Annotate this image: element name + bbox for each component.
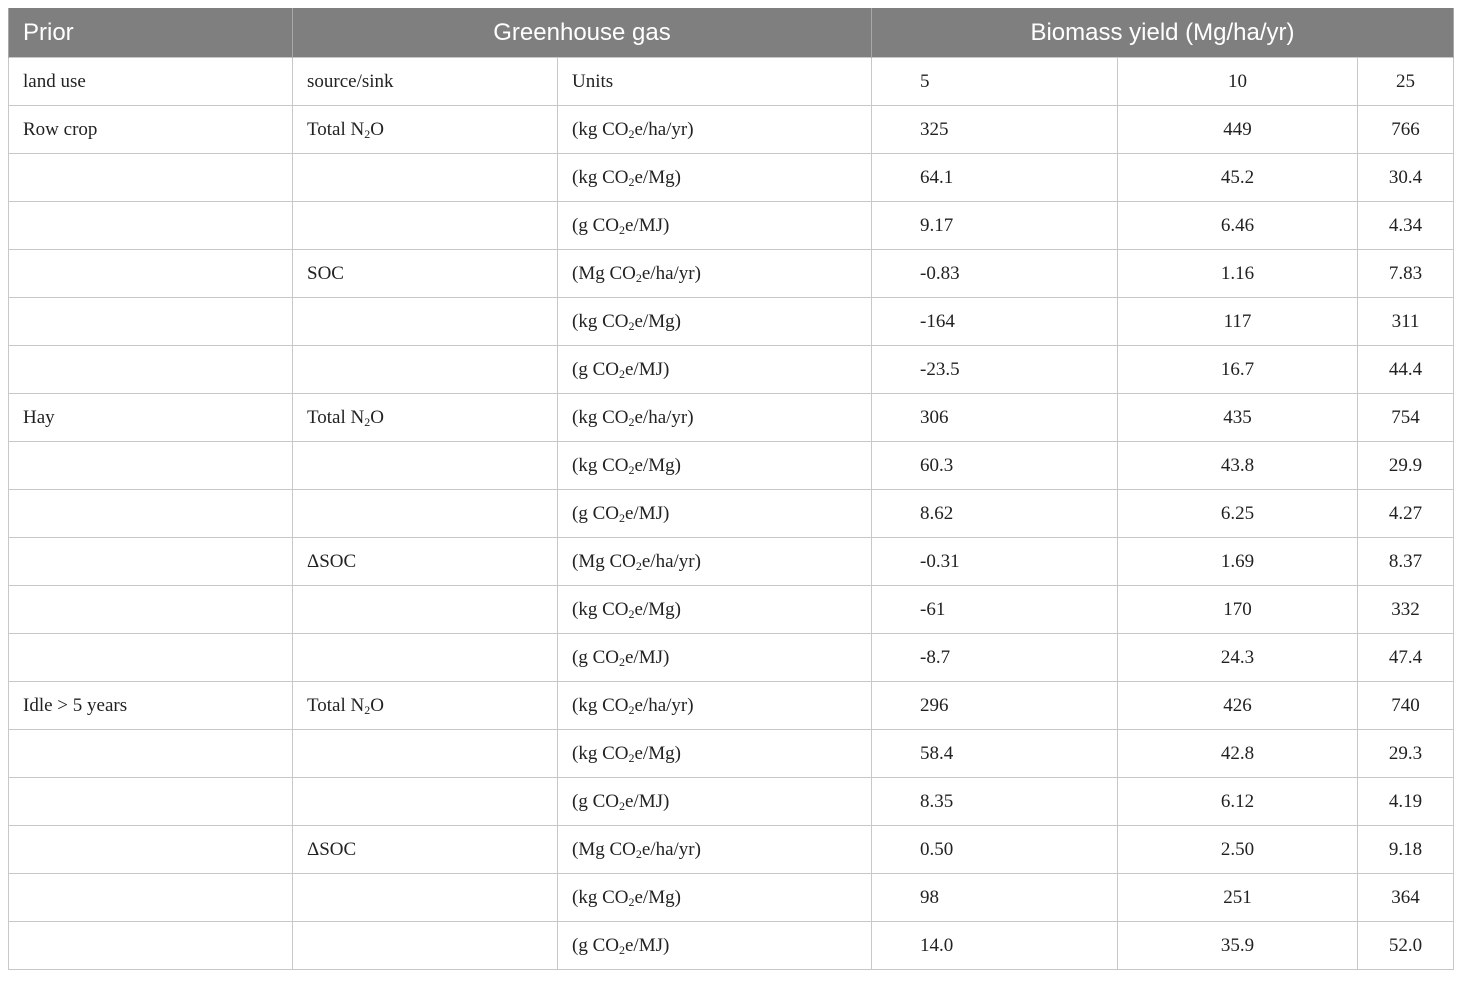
cell-yield-25: 4.34: [1358, 202, 1454, 250]
cell-yield-5: 98: [872, 874, 1118, 922]
subheader-yield-10: 10: [1118, 58, 1358, 106]
cell-source-sink: Total $N_2O$: [293, 682, 558, 730]
header-biomass-yield: Biomass yield (Mg/ha/yr): [872, 8, 1454, 58]
cell-source-sink: [293, 298, 558, 346]
cell-yield-25: 332: [1358, 586, 1454, 634]
cell-source-sink: Total $N_2O$: [293, 394, 558, 442]
cell-units: (g $CO_2e/MJ$): [558, 922, 872, 970]
cell-units: (Mg $CO_2e/ha/yr$): [558, 826, 872, 874]
cell-source-sink: [293, 634, 558, 682]
cell-source-sink: Total $N_2O$: [293, 106, 558, 154]
cell-yield-5: 296: [872, 682, 1118, 730]
cell-yield-10: 426: [1118, 682, 1358, 730]
cell-land-use: [9, 202, 293, 250]
cell-land-use: [9, 154, 293, 202]
table-row: [9, 442, 1454, 490]
table-row: [9, 298, 1454, 346]
cell-yield-25: 4.19: [1358, 778, 1454, 826]
cell-yield-10: 170: [1118, 586, 1358, 634]
cell-source-sink: [293, 874, 558, 922]
cell-yield-10: 42.8: [1118, 730, 1358, 778]
cell-yield-10: 117: [1118, 298, 1358, 346]
cell-source-sink: [293, 154, 558, 202]
subheader-yield-5: 5: [872, 58, 1118, 106]
table-row: [9, 730, 1454, 778]
ghg-table: [8, 8, 1454, 970]
cell-yield-10: 6.12: [1118, 778, 1358, 826]
cell-yield-10: 45.2: [1118, 154, 1358, 202]
cell-yield-25: 52.0: [1358, 922, 1454, 970]
cell-yield-10: 6.25: [1118, 490, 1358, 538]
cell-land-use: [9, 874, 293, 922]
cell-yield-10: 251: [1118, 874, 1358, 922]
header-prior: Prior: [9, 8, 293, 58]
cell-yield-25: 311: [1358, 298, 1454, 346]
cell-yield-5: -0.83: [872, 250, 1118, 298]
cell-yield-25: 7.83: [1358, 250, 1454, 298]
table-row: [9, 346, 1454, 394]
cell-units: (g $CO_2e/MJ$): [558, 346, 872, 394]
cell-units: (kg $CO_2e/ha/yr$): [558, 394, 872, 442]
cell-land-use: [9, 634, 293, 682]
cell-source-sink: [293, 730, 558, 778]
cell-yield-25: 29.3: [1358, 730, 1454, 778]
cell-land-use: [9, 922, 293, 970]
cell-yield-25: 29.9: [1358, 442, 1454, 490]
table-row: [9, 778, 1454, 826]
table-row: [9, 490, 1454, 538]
cell-units: (g $CO_2e/MJ$): [558, 202, 872, 250]
cell-yield-10: 35.9: [1118, 922, 1358, 970]
table-row: [9, 250, 1454, 298]
cell-yield-5: 0.50: [872, 826, 1118, 874]
cell-source-sink: SOC: [293, 250, 558, 298]
cell-yield-10: 1.16: [1118, 250, 1358, 298]
cell-yield-25: 30.4: [1358, 154, 1454, 202]
cell-land-use: [9, 730, 293, 778]
cell-yield-5: -8.7: [872, 634, 1118, 682]
cell-units: (kg $CO_2e/Mg$): [558, 730, 872, 778]
cell-yield-25: 766: [1358, 106, 1454, 154]
cell-land-use: [9, 826, 293, 874]
table-row: [9, 634, 1454, 682]
cell-units: (Mg $CO_2e/ha/yr$): [558, 538, 872, 586]
subheader-yield-25: 25: [1358, 58, 1454, 106]
cell-units: (g $CO_2e/MJ$): [558, 778, 872, 826]
subheader-row: [9, 58, 1454, 106]
table-row: [9, 826, 1454, 874]
cell-land-use: [9, 442, 293, 490]
cell-source-sink: [293, 346, 558, 394]
cell-yield-5: -61: [872, 586, 1118, 634]
cell-yield-5: 9.17: [872, 202, 1118, 250]
table-row: [9, 154, 1454, 202]
table-row: [9, 874, 1454, 922]
subheader-land-use: land use: [9, 58, 293, 106]
cell-source-sink: ΔSOC: [293, 538, 558, 586]
cell-source-sink: [293, 586, 558, 634]
table-row: [9, 394, 1454, 442]
cell-units: (kg $CO_2e/ha/yr$): [558, 106, 872, 154]
table-row: [9, 538, 1454, 586]
cell-land-use: [9, 346, 293, 394]
cell-land-use: [9, 538, 293, 586]
table-row: [9, 586, 1454, 634]
cell-source-sink: [293, 778, 558, 826]
cell-yield-25: 754: [1358, 394, 1454, 442]
cell-yield-10: 449: [1118, 106, 1358, 154]
cell-units: (kg $CO_2e/Mg$): [558, 442, 872, 490]
cell-land-use: Idle > 5 years: [9, 682, 293, 730]
cell-land-use: Row crop: [9, 106, 293, 154]
cell-land-use: Hay: [9, 394, 293, 442]
table-row: [9, 106, 1454, 154]
cell-land-use: [9, 298, 293, 346]
cell-yield-5: 60.3: [872, 442, 1118, 490]
cell-source-sink: [293, 922, 558, 970]
cell-units: (kg $CO_2e/Mg$): [558, 874, 872, 922]
cell-yield-25: 47.4: [1358, 634, 1454, 682]
cell-yield-10: 24.3: [1118, 634, 1358, 682]
table-row: [9, 202, 1454, 250]
cell-units: (g $CO_2e/MJ$): [558, 490, 872, 538]
cell-units: (kg $CO_2e/Mg$): [558, 586, 872, 634]
header-greenhouse-gas: Greenhouse gas: [293, 8, 872, 58]
cell-source-sink: [293, 202, 558, 250]
table-row: [9, 682, 1454, 730]
cell-land-use: [9, 586, 293, 634]
cell-units: (kg $CO_2e/ha/yr$): [558, 682, 872, 730]
cell-yield-10: 6.46: [1118, 202, 1358, 250]
table-row: [9, 922, 1454, 970]
cell-yield-25: 364: [1358, 874, 1454, 922]
cell-yield-10: 435: [1118, 394, 1358, 442]
cell-yield-5: -0.31: [872, 538, 1118, 586]
cell-yield-25: 740: [1358, 682, 1454, 730]
cell-yield-10: 43.8: [1118, 442, 1358, 490]
subheader-units: Units: [558, 58, 872, 106]
cell-yield-25: 8.37: [1358, 538, 1454, 586]
cell-source-sink: [293, 490, 558, 538]
cell-yield-5: -23.5: [872, 346, 1118, 394]
cell-land-use: [9, 490, 293, 538]
cell-yield-5: 8.62: [872, 490, 1118, 538]
header-row: [9, 8, 1454, 58]
cell-units: (Mg $CO_2e/ha/yr$): [558, 250, 872, 298]
cell-yield-5: 14.0: [872, 922, 1118, 970]
cell-yield-5: 8.35: [872, 778, 1118, 826]
cell-yield-25: 44.4: [1358, 346, 1454, 394]
cell-yield-25: 9.18: [1358, 826, 1454, 874]
cell-yield-10: 2.50: [1118, 826, 1358, 874]
cell-land-use: [9, 250, 293, 298]
cell-land-use: [9, 778, 293, 826]
cell-source-sink: ΔSOC: [293, 826, 558, 874]
cell-units: (kg $CO_2e/Mg$): [558, 298, 872, 346]
cell-yield-10: 16.7: [1118, 346, 1358, 394]
subheader-source-sink: source/sink: [293, 58, 558, 106]
cell-yield-5: 325: [872, 106, 1118, 154]
cell-yield-5: 306: [872, 394, 1118, 442]
cell-yield-25: 4.27: [1358, 490, 1454, 538]
cell-units: (g $CO_2e/MJ$): [558, 634, 872, 682]
cell-yield-5: 64.1: [872, 154, 1118, 202]
cell-yield-5: -164: [872, 298, 1118, 346]
cell-source-sink: [293, 442, 558, 490]
cell-units: (kg $CO_2e/Mg$): [558, 154, 872, 202]
cell-yield-10: 1.69: [1118, 538, 1358, 586]
cell-yield-5: 58.4: [872, 730, 1118, 778]
